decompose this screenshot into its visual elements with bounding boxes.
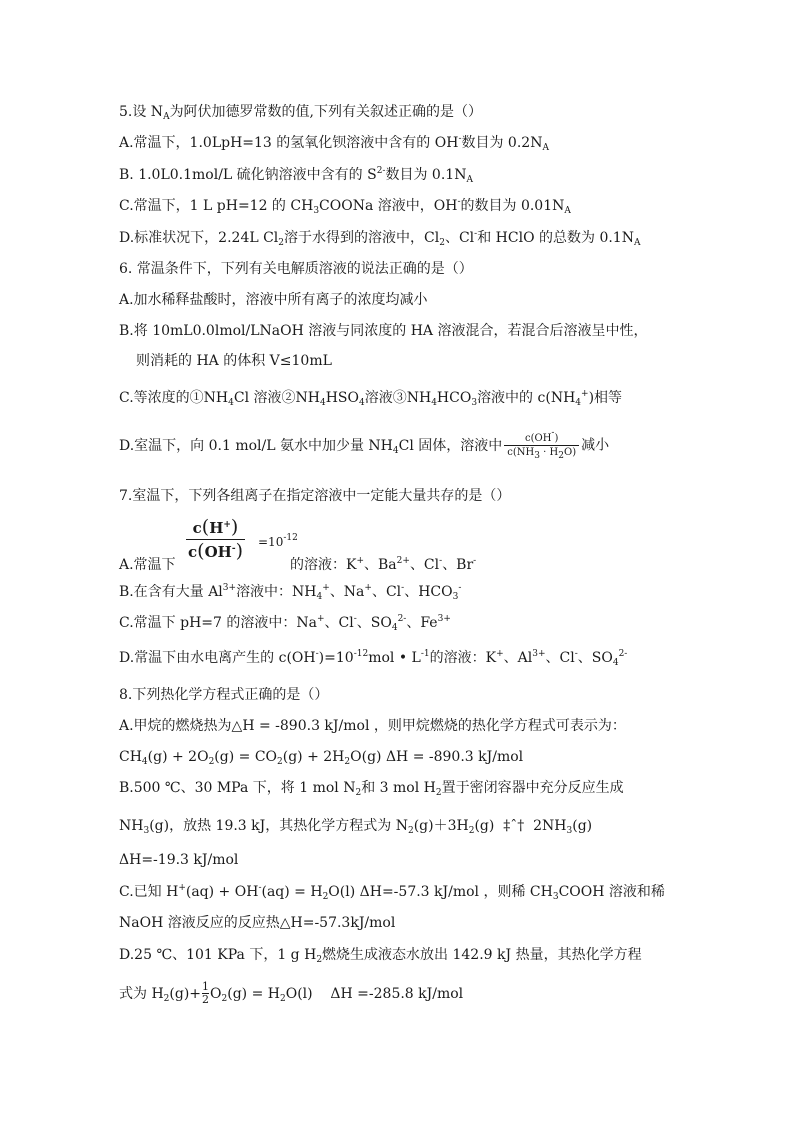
q7-ratio-value: $=10^{-12}$ [258,533,298,549]
q6-option-d-tail: 减小 [581,437,610,454]
q5-option-a: A.常温下，1.0LpH=13 的氢氧化钡溶液中含有的 OH-数目为 $0.2N_A$ [119,134,549,153]
q7-option-c: C.常温下 pH=7 的溶液中：Na+、Cl-、$SO_4^{2-}$、$Fe^{3+}$ [119,614,451,633]
q6-stem: 6. 常温条件下，下列有关电解质溶液的说法正确的是（） [119,261,473,277]
q6-option-d [119,428,610,461]
q6-option-c: C.等浓度的$①NH_4Cl$ 溶液$②NH_4HSO_4$溶液$③NH_4HCO_3$溶液中的 $c(NH_4^+)$相等 [119,389,623,408]
q8-option-b-line3: ΔH=-19.3 kJ/mol [119,852,239,868]
fraction-numerator: c(H+) [186,516,245,540]
q6-option-a: A.加水稀释盐酸时，溶液中所有离子的浓度均减小 [119,292,428,308]
q8-option-c-line1: C.已知 $H^+(aq) + OH^-(aq) = H_2O(l)$ ΔH=-57.3 kJ/mol ，则稀 $CH_3COOH$ 溶液和稀 [119,883,665,902]
q8-option-a-equation: $CH_4(g) + 2O_2(g) = CO_2(g) + 2H_2O(g) \Delta H = -890.3$ kJ/mol [119,749,524,767]
q5-stem: 5.设 $N_A$为阿伏加德罗常数的值,下列有关叙述正确的是（） [119,104,483,122]
q6-option-d-fraction [504,428,579,461]
fraction-denominator: $c(NH_3 \cdot H_2O)$ [507,447,577,461]
q7-option-a-ions: 的溶液：K+、$Ba^{2+}$、Cl-、Br- [290,556,477,573]
q8-option-a-line1: A.甲烷的燃烧热为△H = -890.3 kJ/mol ，则甲烷燃烧的热化学方程式可表示为： [119,718,626,734]
fraction-denominator: 2 [202,993,210,1006]
q7-option-d: D.常温下由水电离产生的 $c(OH^-)=10^{-12}mol$ • $L^{-1}$的溶液：K+、$Al^{3+}$、Cl-、$SO_4^{2-}$ [119,649,628,668]
q5-option-d: D.标准状况下，2.24L $Cl_2$溶于水得到的溶液中，$Cl_2$、Cl-和 HClO 的总数为 $0.1N_A$ [119,229,641,248]
fraction-numerator: c(OH-) [504,432,579,446]
fraction-numerator: 1 [202,980,210,993]
q8-option-d-line2 [119,981,463,1006]
q8-option-d-line1: D.25 ℃、101 KPa 下，1 g $H_2$燃烧生成液态水放出 142.9 kJ 热量，其热化学方程 [119,947,642,965]
q8-option-d-text: 式为 $H_2(g)+$ [119,985,202,1004]
q5-option-c: C.常温下，1 L pH=12 的 $CH_3COONa$ 溶液中，OH-的数目为 $0.01N_A$ [119,197,571,216]
q8-option-c-line2: NaOH 溶液反应的反应热△H=-57.3kJ/mol [119,915,396,931]
q8-option-b-line2: $NH_3(g)$，放热 19.3 kJ，其热化学方程式为 $N_2(g)+3H_2(g)$ ‡ˆ† $2NH_3(g)$ [119,818,593,836]
q6-option-b-line2: 则消耗的 HA 的体积 V≤10mL [136,353,332,369]
q8-stem: 8.下列热化学方程式正确的是（） [119,687,329,703]
q7-option-b: B.在含有大量 $Al^{3+}$溶液中：$NH_4^+$、Na+、Cl-、$HCO_3^-$ [119,583,462,602]
q6-option-b-line1: B.将 10mL0.0lmol/LNaOH 溶液与同浓度的 HA 溶液混合，若混合后溶液呈中性， [119,323,648,339]
q8-option-d-tail: $O_2(g) = H_2O(l)$ ΔH =-285.8 kJ/mol [210,985,464,1004]
q5-option-b: B. 1.0L0.1mol/L 硫化钠溶液中含有的 $S^{2-}$数目为 $0.1N_A$ [119,166,473,185]
fraction-denominator: c(OH-) [188,540,243,562]
q8-option-d-fraction [202,981,209,1006]
q7-stem: 7.室温下，下列各组离子在指定溶液中一定能大量共存的是（） [119,488,511,504]
q8-option-b-line1: B.500 ℃、30 MPa 下，将 1 mol $N_2$和 3 mol $H_2$置于密闭容器中充分反应生成 [119,780,624,798]
q6-option-d-text: D.室温下，向 0.1 mol/L 氨水中加少量 $NH_4Cl$ 固体，溶液中 [119,437,503,456]
q7-option-a-label: A.常温下 [119,557,176,573]
q7-ratio-fraction [186,516,245,563]
